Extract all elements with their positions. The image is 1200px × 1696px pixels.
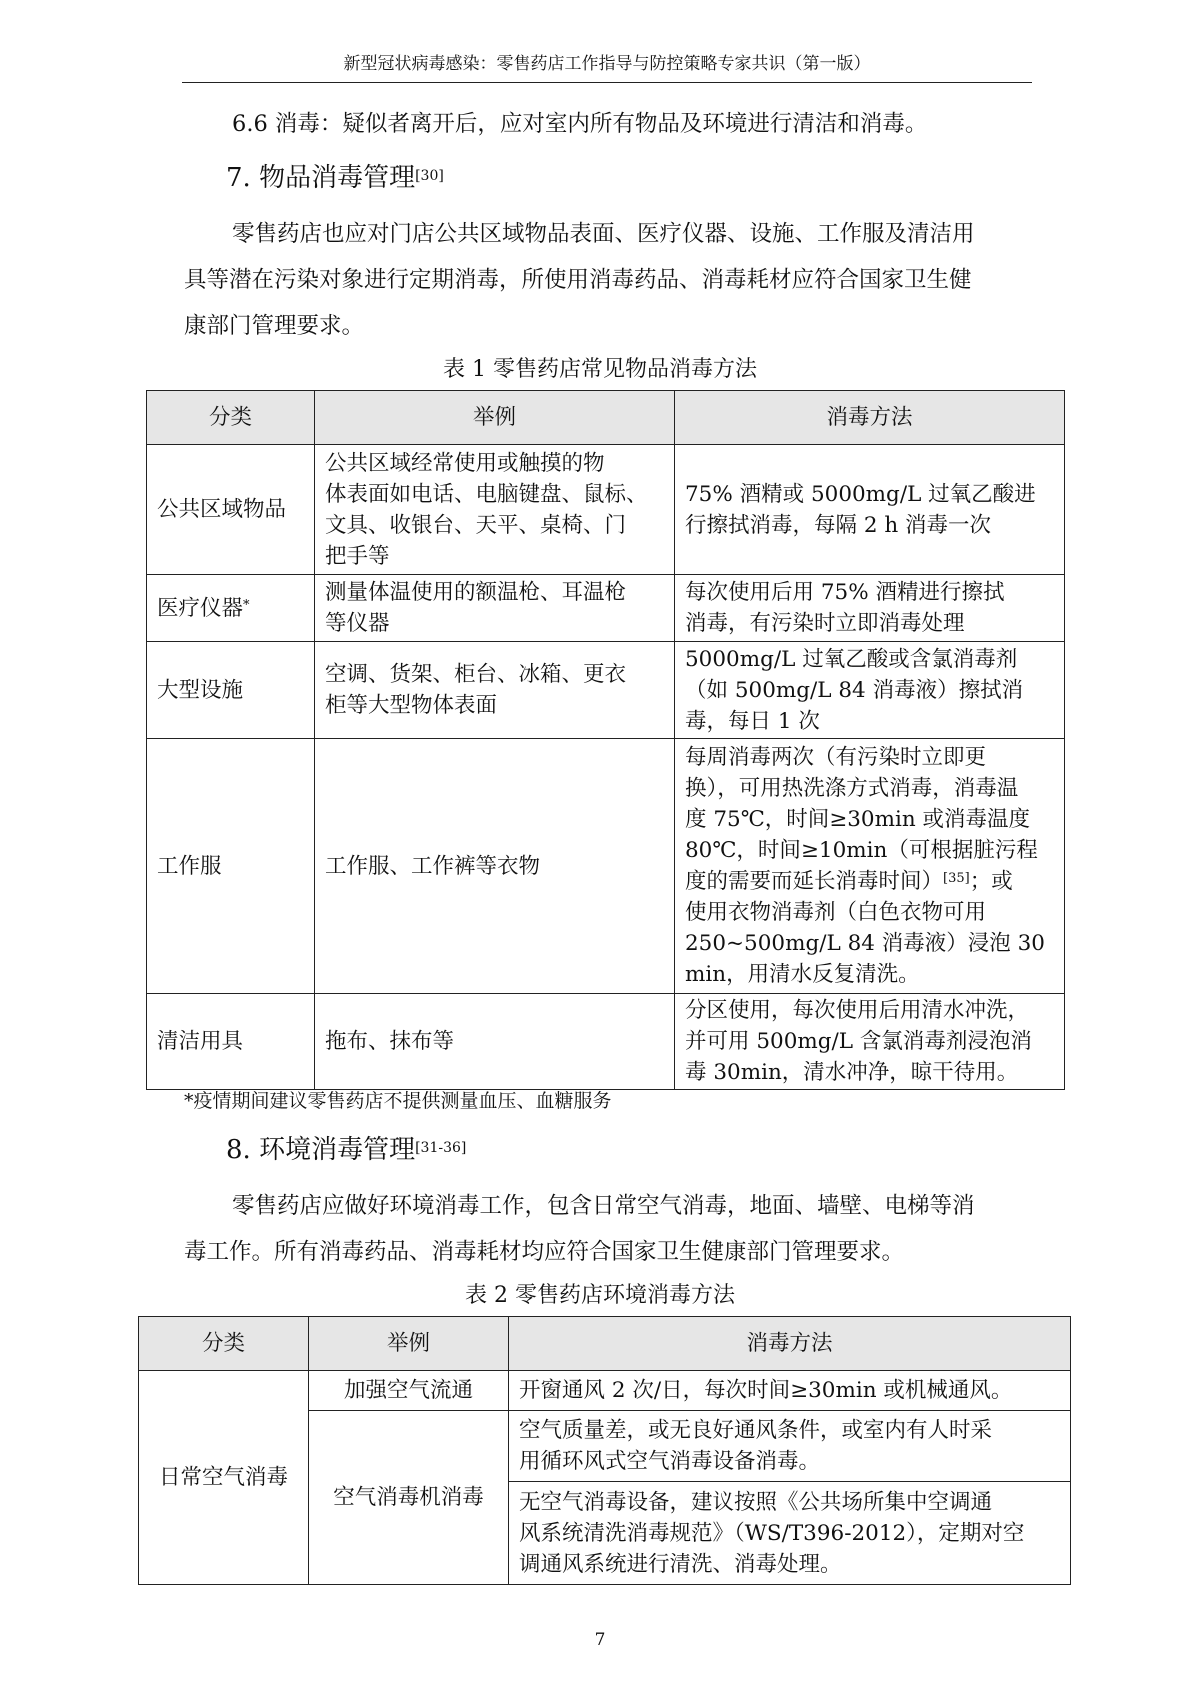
page-number: 7 (594, 1630, 606, 1650)
example-cell: 公共区域经常使用或触摸的物 体表面如电话、电脑键盘、鼠标、 文具、收银台、天平、桌椅、门 把手等 (315, 445, 675, 575)
table-1-header-row (147, 391, 1065, 445)
example-cell: 空气消毒机消毒 (309, 1411, 509, 1585)
section-8-ref: [31-36] (415, 1140, 467, 1156)
running-header: 新型冠状病毒感染：零售药店工作指导与防控策略专家共识（第一版） (343, 54, 871, 74)
method-cell: 无空气消毒设备，建议按照《公共场所集中空调通 风系统清洗消毒规范》（WS/T396-2012），定期对空 调通风系统进行清洗、消毒处理。 (509, 1482, 1071, 1585)
footnote-mark: * (243, 597, 250, 613)
table-row (147, 445, 1065, 575)
table-2-header-method: 消毒方法 (509, 1317, 1071, 1371)
table-row (147, 994, 1065, 1090)
method-cell: 75% 酒精或 5000mg/L 过氧乙酸进 行擦拭消毒，每隔 2 h 消毒一次 (675, 445, 1065, 575)
example-cell: 加强空气流通 (309, 1371, 509, 1411)
section-8-para-line-1: 零售药店应做好环境消毒工作，包含日常空气消毒，地面、墙壁、电梯等消 (232, 1193, 975, 1219)
method-cell: 5000mg/L 过氧乙酸或含氯消毒剂 （如 500mg/L 84 消毒液）擦拭消 毒，每日 1 次 (675, 642, 1065, 739)
section-7-para-line-2: 具等潜在污染对象进行定期消毒，所使用消毒药品、消毒耗材应符合国家卫生健 (184, 267, 972, 293)
table-1-note: *疫情期间建议零售药店不提供测量血压、血糖服务 (184, 1090, 612, 1112)
table-row (147, 739, 1065, 994)
category-cell: 工作服 (147, 739, 315, 994)
table-row (139, 1371, 1071, 1411)
section-8-para-line-2: 毒工作。所有消毒药品、消毒耗材均应符合国家卫生健康部门管理要求。 (184, 1239, 905, 1265)
table-2 (138, 1316, 1071, 1585)
table-1-caption: 表 1 零售药店常见物品消毒方法 (443, 357, 757, 382)
section-8-title: 8. 环境消毒管理 (226, 1135, 416, 1165)
example-cell: 拖布、抹布等 (315, 994, 675, 1090)
table-2-header-example: 举例 (309, 1317, 509, 1371)
category-cell: 日常空气消毒 (139, 1371, 309, 1585)
example-cell: 工作服、工作裤等衣物 (315, 739, 675, 994)
section-7-heading (226, 160, 444, 196)
method-cell: 空气质量差，或无良好通风条件，或室内有人时采 用循环风式空气消毒设备消毒。 (509, 1411, 1071, 1482)
header-rule (182, 82, 1032, 83)
method-ref: [35] (943, 871, 970, 886)
table-1-header-method: 消毒方法 (675, 391, 1065, 445)
section-7-title: 7. 物品消毒管理 (226, 163, 416, 193)
table-row (147, 575, 1065, 642)
section-8-heading (226, 1132, 466, 1168)
table-1-header-example: 举例 (315, 391, 675, 445)
section-7-para-line-1: 零售药店也应对门店公共区域物品表面、医疗仪器、设施、工作服及清洁用 (232, 221, 975, 247)
table-2-header-row (139, 1317, 1071, 1371)
example-cell: 空调、货架、柜台、冰箱、更衣 柜等大型物体表面 (315, 642, 675, 739)
category-cell: 公共区域物品 (147, 445, 315, 575)
example-cell: 测量体温使用的额温枪、耳温枪 等仪器 (315, 575, 675, 642)
table-2-header-category: 分类 (139, 1317, 309, 1371)
method-cell: 分区使用，每次使用后用清水冲洗， 并可用 500mg/L 含氯消毒剂浸泡消 毒 30min，清水冲净，晾干待用。 (675, 994, 1065, 1090)
paragraph-6-6: 6.6 消毒：疑似者离开后，应对室内所有物品及环境进行清洁和消毒。 (232, 111, 928, 137)
category-cell: 清洁用具 (147, 994, 315, 1090)
table-1 (146, 390, 1065, 1090)
category-cell: 医疗仪器* (147, 575, 315, 642)
section-7-ref: [30] (415, 168, 444, 184)
table-2-caption: 表 2 零售药店环境消毒方法 (465, 1283, 735, 1308)
method-cell: 每周消毒两次（有污染时立即更 换），可用热洗涤方式消毒，消毒温 度 75℃，时间≥30min 或消毒温度 80℃，时间≥10min（可根据脏污程 度的需要而延长消毒时间）[35]；或 使用衣物消毒剂（白色衣物可用 250~500mg/L 84 消毒液）浸泡 30 min，用清水反复清洗。 (675, 739, 1065, 994)
table-1-header-category: 分类 (147, 391, 315, 445)
section-7-para-line-3: 康部门管理要求。 (184, 313, 365, 339)
method-cell: 开窗通风 2 次/日，每次时间≥30min 或机械通风。 (509, 1371, 1071, 1411)
method-cell: 每次使用后用 75% 酒精进行擦拭 消毒，有污染时立即消毒处理 (675, 575, 1065, 642)
category-cell: 大型设施 (147, 642, 315, 739)
table-row (147, 642, 1065, 739)
